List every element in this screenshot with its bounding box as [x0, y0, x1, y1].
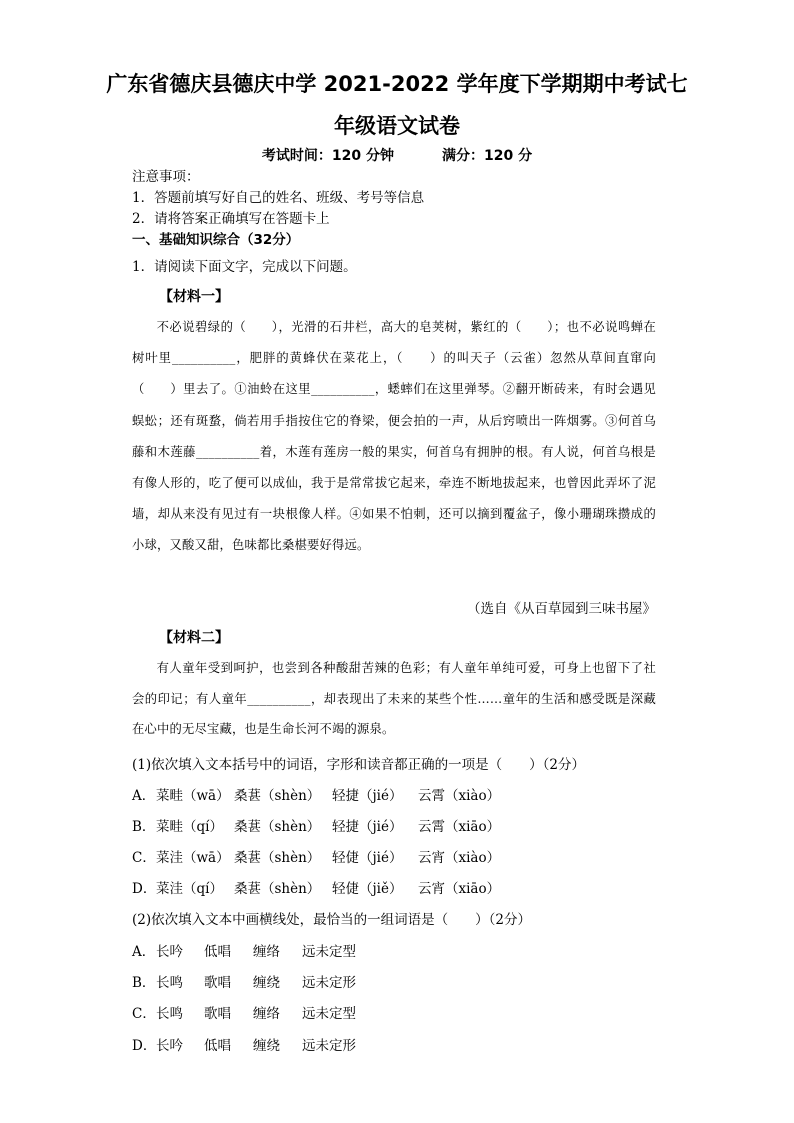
option-key: A．	[132, 788, 156, 804]
option-word: 菜洼（qí）	[156, 881, 223, 897]
option-word: 云宵（xiào）	[418, 850, 501, 866]
option-word: 歌唱	[204, 1006, 231, 1022]
material-2-text: 有人童年受到呵护，也尝到各种酸甜苦辣的色彩；有人童年单纯可爱，可身上也留下了社会的印记；有人童年__________，却表现出了未来的某些个性……童年的生活和感受既是深藏在心中的无尽宝藏，也是生命长河不竭的源泉。	[132, 661, 656, 736]
option-word: 轻捷（jié）	[332, 819, 403, 835]
option-word: 缠绕	[253, 1038, 280, 1054]
option-word: 菜畦（qí）	[156, 819, 223, 835]
option-key: D．	[132, 881, 157, 897]
option-key: D．	[132, 1038, 157, 1054]
notes-item-2: 2．请将答案正确填写在答题卡上	[132, 211, 330, 227]
exam-title-line2: 年级语文试卷	[334, 114, 460, 138]
option-word: 缠络	[253, 1006, 280, 1022]
material-1-source: （选自《从百草园到三味书屋》	[467, 601, 656, 617]
option-word: 桑葚（shèn）	[234, 788, 321, 804]
option-word: 长鸣	[156, 1006, 183, 1022]
q1-1-option-b	[132, 815, 500, 835]
option-word: 轻倢（jié）	[332, 850, 403, 866]
option-word: 云霄（xiào）	[418, 788, 501, 804]
option-key: A．	[132, 944, 156, 960]
option-word: 长吟	[156, 1038, 183, 1054]
option-word: 轻倢（jiě）	[332, 881, 403, 897]
question-1-1-stem: (1)依次填入文本括号中的词语，字形和读音都正确的一项是（ ）（2分）	[132, 757, 585, 773]
exam-meta	[0, 145, 794, 165]
exam-title-line1: 广东省德庆县德庆中学 2021-2022 学年度下学期期中考试七	[106, 72, 688, 96]
material-2-label: 【材料二】	[159, 630, 229, 646]
option-key: C．	[132, 850, 156, 866]
option-word: 远未定形	[302, 975, 356, 991]
section-heading: 一、基础知识综合（32分）	[132, 232, 300, 248]
option-word: 云宵（xiāo）	[418, 881, 501, 897]
option-word: 桑葚（shèn）	[234, 850, 321, 866]
option-word: 长鸣	[156, 975, 183, 991]
option-word: 桑葚（shèn）	[234, 881, 321, 897]
notes-heading: 注意事项：	[132, 169, 200, 185]
material-1-text: 不必说碧绿的（ ），光滑的石井栏，高大的皂荚树，紫红的（ ）；也不必说鸣蝉在树叶里__________，肥胖的黄蜂伏在菜花上，（ ）的叫天子（云雀）忽然从草间直窜向（ ）里去了。①油蛉在这里__________，蟋蟀们在这里弹琴。②翻开断砖来，有时会遇见蜈蚣；还有斑蝥，倘若用手指按住它的脊梁，便会拍的一声，从后窍喷出一阵烟雾。③何首乌藤和木莲藤__________着，木莲有莲房一般的果实，何首乌有拥肿的根。有人说，何首乌根是有像人形的，吃了便可以成仙，我于是常常拔它起来，牵连不断地拔起来，也曾因此弄坏了泥墙，却从来没有见过有一块根像人样。④如果不怕刺，还可以摘到覆盆子，像小珊瑚珠攒成的小球，又酸又甜，色味都比桑椹要好得远。	[132, 320, 656, 553]
option-word: 云霄（xiāo）	[418, 819, 501, 835]
q1-2-option-d	[132, 1034, 356, 1054]
option-word: 低唱	[204, 1038, 231, 1054]
option-word: 远未定型	[302, 1006, 356, 1022]
option-word: 远未定型	[302, 944, 356, 960]
option-key: B．	[132, 975, 156, 991]
exam-score: 满分：120 分	[442, 148, 533, 164]
option-word: 长吟	[156, 944, 183, 960]
option-word: 桑葚（shèn）	[234, 819, 321, 835]
option-word: 轻捷（jié）	[332, 788, 403, 804]
q1-2-option-a	[132, 940, 356, 960]
option-word: 低唱	[204, 944, 231, 960]
option-word: 菜畦（wā）	[156, 788, 230, 804]
question-1-2-stem: (2)依次填入文本中画横线处，最恰当的一组词语是（ ）（2分）	[132, 912, 531, 928]
material-1-label: 【材料一】	[159, 289, 229, 305]
question-1: 1．请阅读下面文字，完成以下问题。	[132, 259, 357, 275]
q1-2-option-c	[132, 1002, 356, 1022]
exam-time: 考试时间：120 分钟	[261, 148, 394, 164]
q1-2-option-b	[132, 971, 356, 991]
notes-item-1: 1．答题前填写好自己的姓名、班级、考号等信息	[132, 190, 425, 206]
option-word: 菜洼（wā）	[156, 850, 230, 866]
option-key: C．	[132, 1006, 156, 1022]
option-word: 远未定形	[302, 1038, 356, 1054]
q1-1-option-d	[132, 877, 500, 897]
option-word: 缠绕	[253, 975, 280, 991]
option-word: 缠络	[253, 944, 280, 960]
option-word: 歌唱	[204, 975, 231, 991]
q1-1-option-c	[132, 846, 500, 866]
option-key: B．	[132, 819, 156, 835]
q1-1-option-a	[132, 784, 500, 804]
